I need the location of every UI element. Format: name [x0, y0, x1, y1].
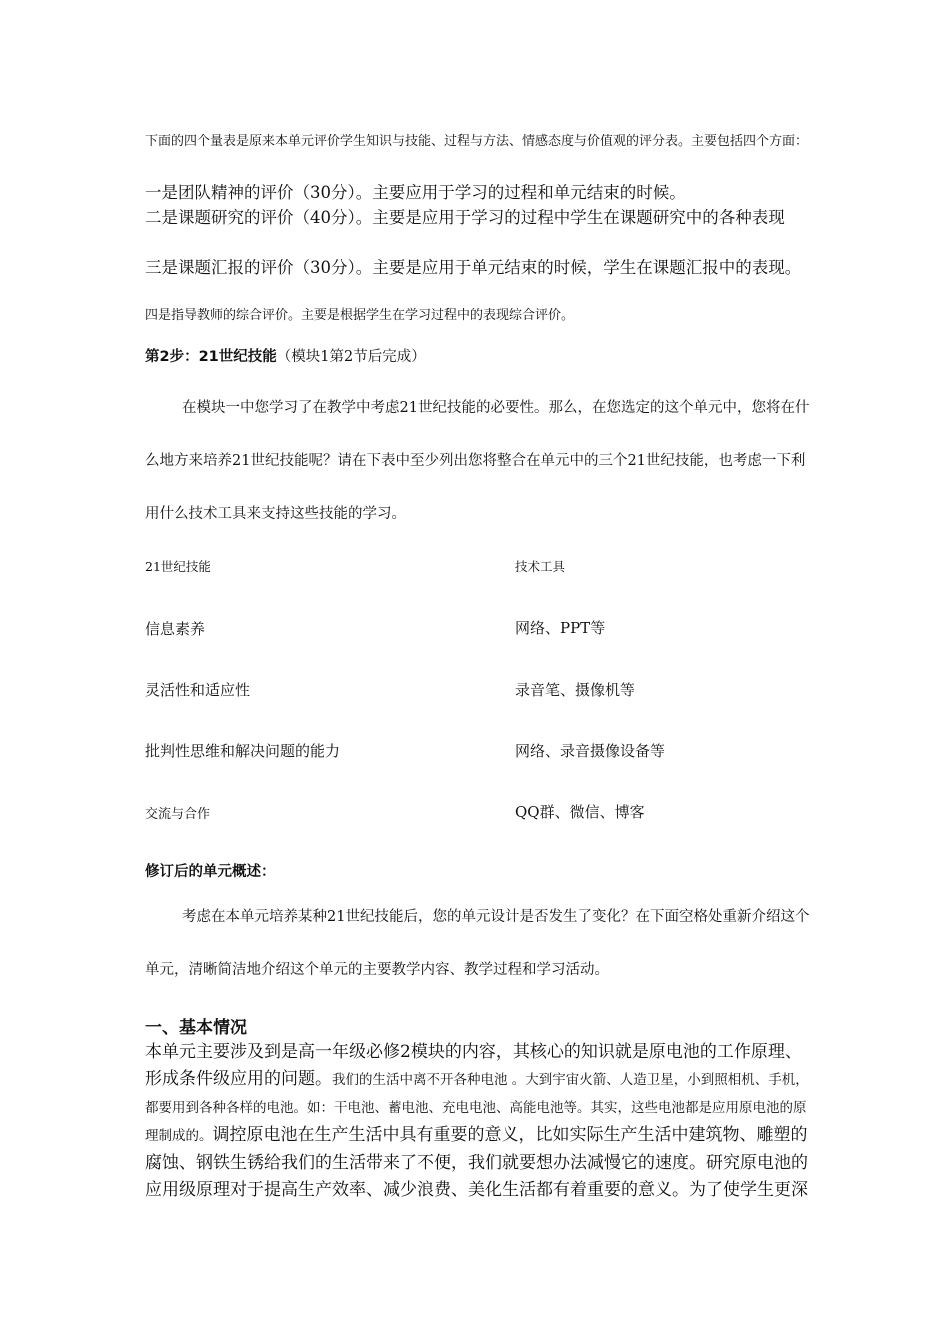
section1-text-c: 调控原电池在生产生活中具有重要的意义，比如实际生产生活中建筑物、雕塑的腐蚀、钢铁生锈给我们的生活带来了不便，我们就要想办法减慢它的速度。研究原电池的应用级原理对于提高生产效率、减少浪费、美化生活都有着重要的意义。为了使学生更深: [145, 1125, 808, 1200]
table-row-skill: 批判性思维和解决问题的能力: [145, 742, 341, 760]
intro-item-4: 四是指导教师的综合评价。主要是根据学生在学习过程中的表现综合评价。: [145, 308, 575, 323]
table-row-tool: 网络、PPT等: [515, 619, 606, 637]
header-tool: 技术工具: [515, 559, 566, 574]
intro-item-2: 二是课题研究的评价（40分）。主要是应用于学习的过程中学生在课题研究中的各种表现: [145, 208, 785, 227]
revised-title: 修订后的单元概述：: [145, 864, 276, 880]
table-row-tool: 录音笔、摄像机等: [515, 681, 636, 699]
intro-item-1: 一是团队精神的评价（30分）。主要应用于学习的过程和单元结束的时候。: [145, 183, 686, 202]
intro-text: 下面的四个量表是原来本单元评价学生知识与技能、过程与方法、情感态度与价值观的评分表。主要包括四个方面：: [145, 134, 809, 149]
table-row-tool: QQ群、微信、博客: [515, 803, 645, 821]
step2-heading: [145, 345, 810, 366]
revised-paragraph: 考虑在本单元培养某种21世纪技能后，您的单元设计是否发生了变化？在下面空格处重新介绍这个单元，清晰简洁地介绍这个单元的主要教学内容、教学过程和学习活动。: [145, 909, 810, 978]
table-row-skill: 交流与合作: [145, 807, 211, 822]
table-row-tool: 网络、录音摄像设备等: [515, 742, 666, 760]
section1-text-b: 我们的生活中离不开各种电池 。大到宇宙火箭、人造卫星，小到照相机、手机，都要用到各种各样的电池。如：干电池、蓄电池、充电电池、高能电池等。其实，这些电池都是应用原电池的原理制成的。: [145, 1072, 809, 1144]
header-skill: 21世纪技能: [145, 559, 211, 574]
table-row-skill: 信息素养: [145, 620, 206, 638]
table-row-skill: 灵活性和适应性: [145, 681, 251, 699]
section1-text-a: 本单元主要涉及到是高一年级必修2模块的内容，其核心的知识就是原电池的工作原理、形成条件级应用的问题。: [145, 1042, 802, 1089]
step2-note: （模块1第2节后完成）: [276, 349, 426, 365]
section1-title: 一、基本情况: [145, 1018, 247, 1038]
intro-item-3: 三是课题汇报的评价（30分）。主要是应用于单元结束的时候，学生在课题汇报中的表现。: [145, 258, 802, 277]
section1-body: [145, 1039, 810, 1204]
step2-paragraph: 在模块一中您学习了在教学中考虑21世纪技能的必要性。那么，在您选定的这个单元中，您将在什么地方来培养21世纪技能呢？请在下表中至少列出您将整合在单元中的三个21世纪技能，也考虑一下利用什么技术工具来支持这些技能的学习。: [145, 400, 810, 522]
step2-title: 第2步：21世纪技能: [145, 349, 277, 365]
